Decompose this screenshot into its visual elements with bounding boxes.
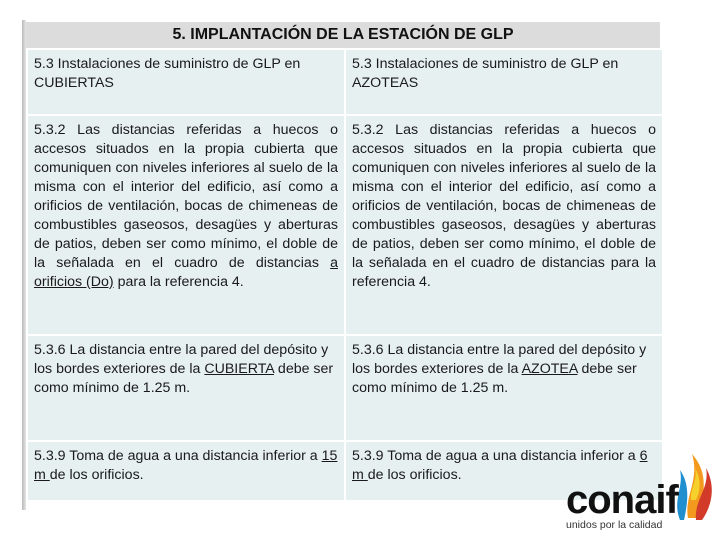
cell-cubiertas-5-3-2 <box>27 115 345 335</box>
cell-text: 5.3.6 La distancia entre la pared del depósito y los bordes exteriores de la <box>352 342 647 377</box>
underlined-text: 6 m <box>352 448 648 483</box>
cell-cubiertas-5-3-9 <box>27 441 345 501</box>
table-row <box>27 335 663 441</box>
logo-wordmark: conaif <box>566 478 678 522</box>
cell-text: de los orificios. <box>49 467 144 483</box>
underlined-text: a orificios (Do) <box>34 255 338 290</box>
cell-text: 5.3 Instalaciones de suministro de GLP en AZOTEAS <box>352 56 619 91</box>
comparison-table <box>26 48 664 502</box>
cell-azoteas-heading <box>345 49 663 115</box>
cell-cubiertas-heading <box>27 49 345 115</box>
cell-text: de los orificios. <box>367 467 462 483</box>
cell-text: 5.3.2 Las distancias referidas a huecos o accesos situados en la propia cubierta que comuniquen con niveles inferiores al suelo de la misma con el interior del edificio, así como a orificios de ventilación, bocas de chimeneas de combustibles gaseosos, desagües y aberturas de patios, deben ser como mínimo, el doble de la señalada en el cuadro de distancias <box>34 122 338 271</box>
underlined-text: CUBIERTA <box>204 361 274 377</box>
cell-cubiertas-5-3-6 <box>27 335 345 441</box>
cell-azoteas-5-3-6 <box>345 335 663 441</box>
slide-title: 5. IMPLANTACIÓN DE LA ESTACIÓN DE GLP <box>26 22 660 48</box>
cell-text: 5.3.9 Toma de agua a una distancia inferior a <box>352 448 640 464</box>
conaif-logo <box>562 440 720 540</box>
table-row <box>27 115 663 335</box>
cell-text: 5.3.6 La distancia entre la pared del depósito y los bordes exteriores de la <box>34 342 329 377</box>
cell-text: para la referencia 4. <box>113 274 244 290</box>
cell-text: 5.3.2 Las distancias referidas a huecos o accesos situados en la propia cubierta que comuniquen con niveles inferiores al suelo de la misma con el interior del edificio, así como a orificios de ventilación, bocas de chimeneas de combustibles gaseosos, desagües y aberturas de patios, deben ser como mínimo, el doble de la señalada en el cuadro de distancias para la referencia 4. <box>352 122 656 290</box>
table-row <box>27 49 663 115</box>
cell-text: debe ser como mínimo de 1.25 m. <box>352 361 637 396</box>
cell-text: 5.3 Instalaciones de suministro de GLP en CUBIERTAS <box>34 56 301 91</box>
underlined-text: 15 m <box>34 448 338 483</box>
logo-tagline: unidos por la calidad <box>566 519 663 531</box>
underlined-text: AZOTEA <box>521 361 578 377</box>
cell-azoteas-5-3-2 <box>345 115 663 335</box>
cell-text: 5.3.9 Toma de agua a una distancia inferior a <box>34 448 322 464</box>
cell-text: debe ser como mínimo de 1.25 m. <box>34 361 334 396</box>
